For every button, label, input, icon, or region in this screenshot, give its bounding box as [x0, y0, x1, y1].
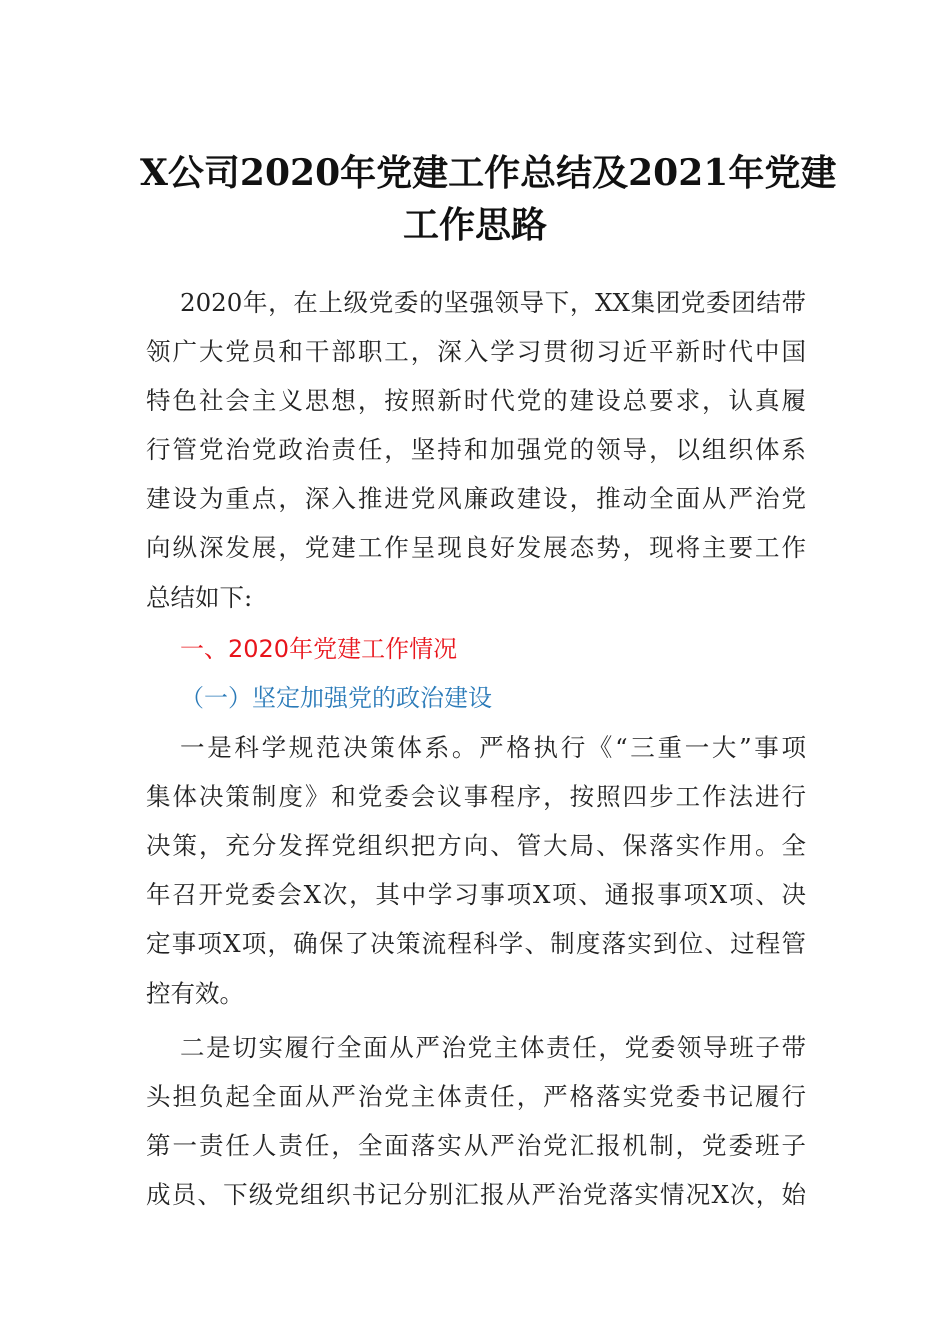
paragraph-line: 二是切实履行全面从严治党主体责任，党委领导班子带: [180, 1033, 806, 1062]
intro-line: 领广大党员和干部职工，深入学习贯彻习近平新时代中国: [146, 337, 806, 366]
intro-line: 行管党治党政治责任，坚持和加强党的领导，以组织体系: [146, 435, 806, 464]
intro-line: 2020年，在上级党委的坚强领导下，XX集团党委团结带: [180, 288, 806, 317]
paragraph-line: 成员、下级党组织书记分别汇报从严治党落实情况X次，始: [146, 1180, 806, 1209]
intro-line: 向纵深发展，党建工作呈现良好发展态势，现将主要工作: [146, 533, 806, 562]
subsection-heading: （一）坚定加强党的政治建设: [180, 684, 492, 712]
document-title-line-2: 工作思路: [402, 204, 547, 246]
paragraph-line: 年召开党委会X次，其中学习事项X项、通报事项X项、决: [146, 880, 806, 909]
intro-line: 建设为重点，深入推进党风廉政建设，推动全面从严治党: [146, 484, 806, 513]
paragraph-line: 控有效。: [146, 979, 244, 1008]
paragraph-line: 集体决策制度》和党委会议事程序，按照四步工作法进行: [146, 782, 806, 811]
document-title-line-1: X公司2020年党建工作总结及2021年党建: [140, 152, 837, 194]
paragraph-line: 头担负起全面从严治党主体责任，严格落实党委书记履行: [146, 1082, 806, 1111]
paragraph-line: 决策，充分发挥党组织把方向、管大局、保落实作用。全: [146, 831, 806, 860]
paragraph-line: 第一责任人责任，全面落实从严治党汇报机制，党委班子: [146, 1131, 806, 1160]
paragraph-line: 定事项X项，确保了决策流程科学、制度落实到位、过程管: [146, 929, 806, 958]
section-heading: 一、2020年党建工作情况: [180, 635, 458, 663]
intro-line: 总结如下:: [146, 583, 253, 612]
paragraph-line: 一是科学规范决策体系。严格执行《“三重一大”事项: [180, 733, 806, 762]
intro-line: 特色社会主义思想，按照新时代党的建设总要求，认真履: [146, 386, 806, 415]
